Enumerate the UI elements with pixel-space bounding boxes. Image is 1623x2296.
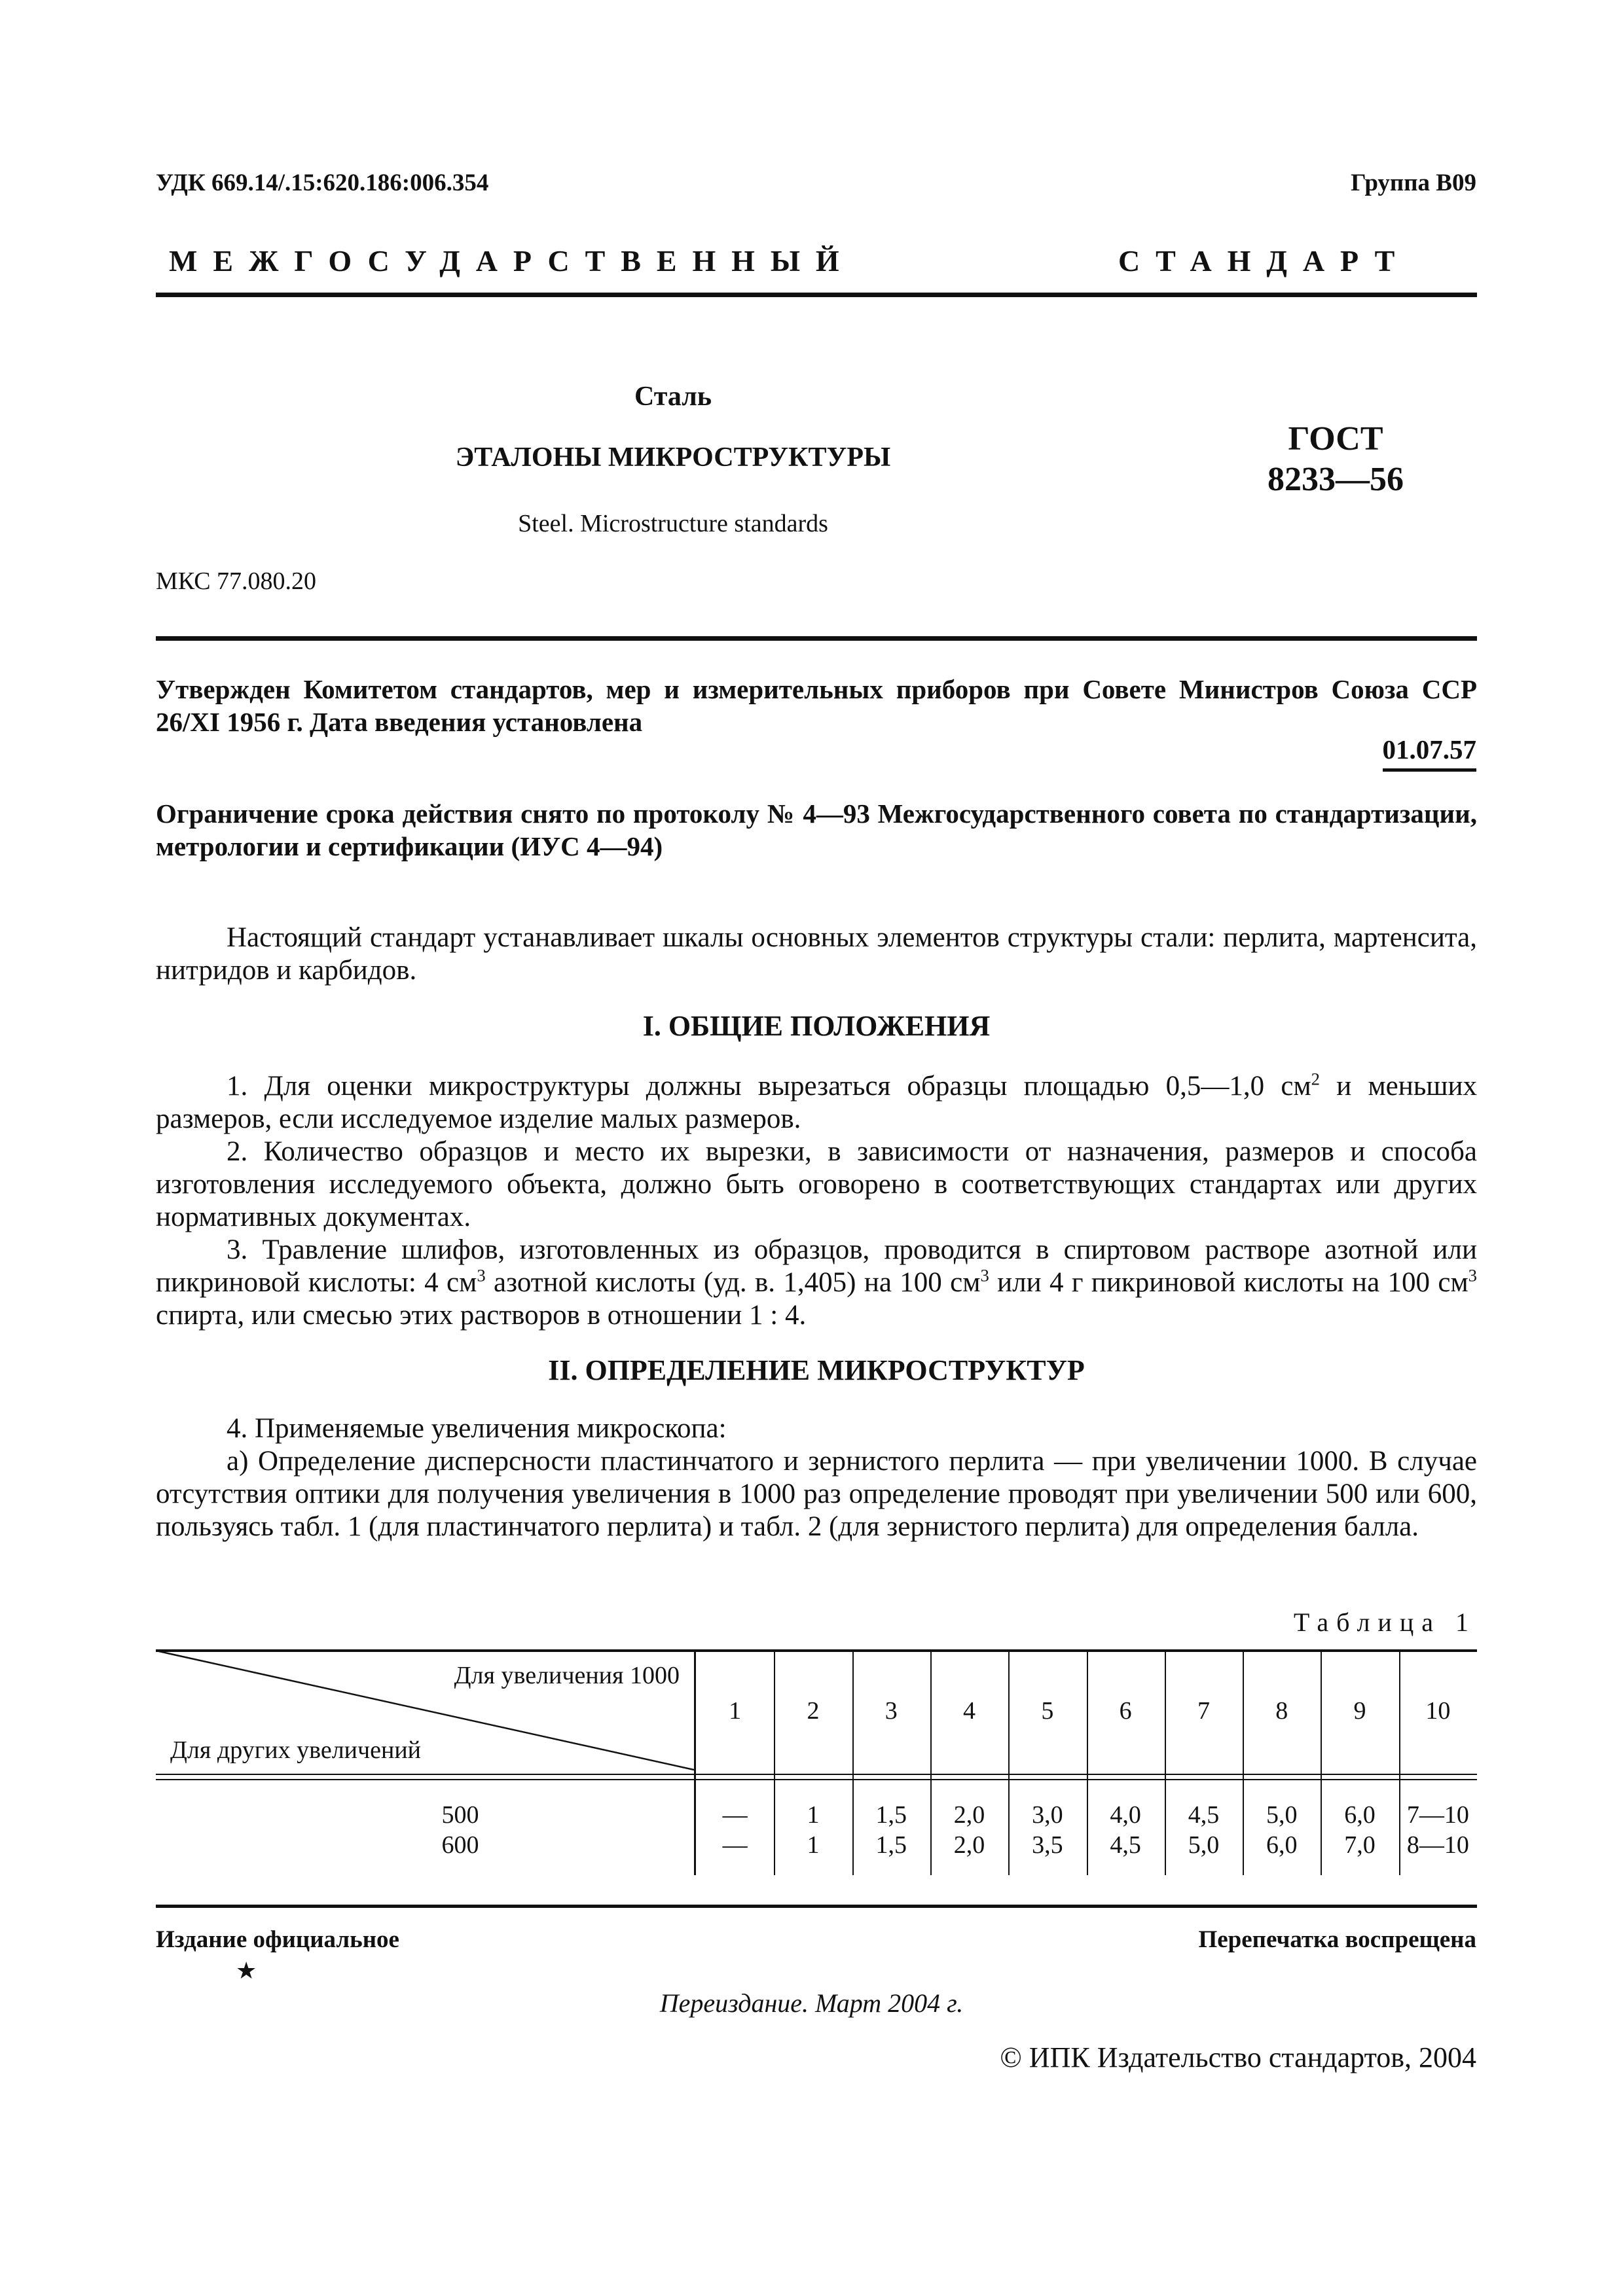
column-header: 5: [1041, 1697, 1054, 1725]
clause-3-text-a: 3. Травление шлифов, изготовленных из образцов, проводится в спиртовом растворе азотной или пикриновой кислоты: 4 см: [156, 1234, 1477, 1298]
column-header: 7: [1197, 1697, 1210, 1725]
table-cell: 4,5: [1110, 1831, 1141, 1859]
clause-1: [156, 1070, 1477, 1136]
group-code: Группа В09: [1351, 170, 1476, 196]
clause-3-text-b: азотной кислоты (уд. в. 1,405) на 100 см: [485, 1267, 981, 1298]
table-cell: —: [722, 1831, 748, 1859]
table-cell: 4,0: [1110, 1801, 1141, 1829]
table-cell: 4,5: [1188, 1801, 1220, 1829]
reprint-prohibited: Перепечатка воспрещена: [1198, 1926, 1476, 1953]
corner-bottom-label: Для других увеличений: [170, 1736, 421, 1764]
section-1-heading: I. ОБЩИЕ ПОЛОЖЕНИЯ: [642, 1010, 991, 1042]
table-cell: —: [722, 1801, 748, 1829]
standard-type-word2: СТАНДАРТ: [1118, 244, 1411, 278]
clause-1-text-b: и меньших размеров, если исследуемое изделие малых размеров.: [156, 1071, 1478, 1134]
gost-number: [1198, 419, 1473, 500]
column-header: 9: [1353, 1697, 1366, 1725]
table-cell: 1,5: [875, 1831, 907, 1859]
table-cell: 2,0: [953, 1801, 985, 1829]
header-rule-2: [156, 1779, 1477, 1780]
table-cell: 6,0: [1344, 1801, 1376, 1829]
table-cell: 1: [807, 1801, 820, 1829]
restriction-note: Ограничение срока действия снято по протоколу № 4—93 Межгосударственного совета по стандартизации, метрологии и сертификации (ИУС 4—94): [156, 798, 1477, 861]
clause-1-sup: 2: [1311, 1069, 1320, 1089]
table-cell: 3,0: [1032, 1801, 1063, 1829]
table-cell: 7,0: [1344, 1831, 1376, 1859]
reissue-note: Переиздание. Март 2004 г.: [659, 1988, 964, 2018]
row-label: 600: [441, 1831, 479, 1859]
column-header: 2: [807, 1697, 820, 1725]
clause-3: [156, 1234, 1477, 1332]
clause-3-sup-2: 3: [980, 1265, 989, 1285]
introduction-date: 01.07.57: [1383, 733, 1477, 772]
table-1-caption: Таблица 1: [1293, 1607, 1476, 1637]
star-icon: ★: [236, 1958, 257, 1984]
table-cell: 2,0: [953, 1831, 985, 1859]
official-edition: Издание официальное: [156, 1926, 399, 1953]
gost-label: ГОСТ: [1288, 420, 1383, 457]
mks-code: МКС 77.080.20: [156, 567, 317, 595]
table-cell: 7—10: [1406, 1801, 1469, 1829]
clause-3-text-c: или 4 г пикриновой кислоты на 100 см: [989, 1267, 1468, 1298]
table-cell: 5,0: [1188, 1831, 1220, 1859]
clause-4: 4. Применяемые увеличения микроскопа:: [227, 1413, 727, 1444]
clause-1-text-a: 1. Для оценки микроструктуры должны вырезаться образцы площадью 0,5—1,0 см: [227, 1071, 1311, 1102]
section-2-body: [156, 1412, 1477, 1543]
udk-code: УДК 669.14/.15:620.186:006.354: [156, 170, 489, 196]
column-header: 6: [1119, 1697, 1132, 1725]
column-header: 4: [963, 1697, 976, 1725]
copyright: © ИПК Издательство стандартов, 2004: [1000, 2041, 1476, 2073]
column-header: 3: [884, 1697, 898, 1725]
table-cell: 3,5: [1032, 1831, 1063, 1859]
clause-3-sup-1: 3: [477, 1265, 486, 1285]
header-rule-1: [156, 1774, 1477, 1775]
clause-3-sup-3: 3: [1468, 1265, 1477, 1285]
table-cell: 6,0: [1266, 1831, 1298, 1859]
header-rule: [156, 293, 1477, 297]
approval-text: Утвержден Комитетом стандартов, мер и измерительных приборов при Совете Министров Союза ССР 26/XI 1956 г. Дата введения установлена: [156, 674, 1477, 737]
table-cell: 5,0: [1266, 1801, 1298, 1829]
gost-code: 8233—56: [1267, 461, 1404, 498]
title-rule: [156, 636, 1477, 641]
standard-type-word1: МЕЖГОСУДАРСТВЕННЫЙ: [169, 244, 855, 278]
table-cell: 1: [807, 1831, 820, 1859]
document-title: ЭТАЛОНЫ МИКРОСТРУКТУРЫ: [455, 442, 891, 473]
clause-2: 2. Количество образцов и место их вырезки, в зависимости от назначения, размеров и способа изготовления исследуемого объекта, должно быть оговорено в соответствующих стандартах или других нормативных документах.: [156, 1136, 1477, 1232]
corner-top-label: Для увеличения 1000: [454, 1662, 680, 1689]
column-header: 1: [729, 1697, 742, 1725]
section-1-body: [156, 1070, 1477, 1332]
column-header: 10: [1425, 1697, 1451, 1725]
footer-rule: [156, 1905, 1477, 1908]
section-2-heading: II. ОПРЕДЕЛЕНИЕ МИКРОСТРУКТУР: [548, 1354, 1085, 1386]
material-title: Сталь: [634, 382, 712, 412]
table-1: [156, 1649, 1477, 1875]
table-cell: 1,5: [875, 1801, 907, 1829]
intro-text: Настоящий стандарт устанавливает шкалы основных элементов структуры стали: перлита, мартенсита, нитридов и карбидов.: [156, 922, 1477, 986]
column-header: 8: [1275, 1697, 1288, 1725]
clause-3-text-d: спирта, или смесью этих растворов в отношении 1 : 4.: [156, 1300, 807, 1331]
table-cell: 8—10: [1406, 1831, 1469, 1859]
intro-paragraph: [156, 922, 1477, 987]
row-label: 500: [441, 1801, 479, 1829]
english-title: Steel. Microstructure standards: [518, 510, 828, 537]
clause-4a: а) Определение дисперсности пластинчатого и зернистого перлита — при увеличении 1000. В случае отсутствия оптики для получения увеличения в 1000 раз определение проводят при увеличении 500 или 600, пользуясь табл. 1 (для пластинчатого перлита) и табл. 2 (для зернистого перлита) для определения балла.: [156, 1446, 1477, 1542]
